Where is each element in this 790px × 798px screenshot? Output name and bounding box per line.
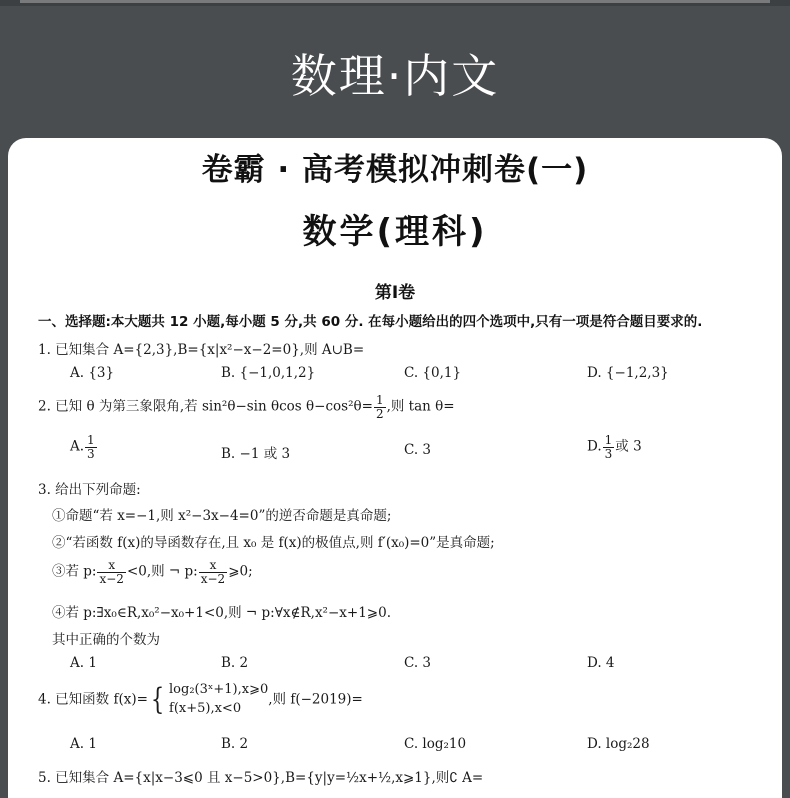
q4-case-1: log₂(3ˣ+1),x⩾0 (169, 682, 269, 697)
volume-heading: 第Ⅰ卷 (374, 283, 416, 303)
q3-p3-part-c: ⩾0; (228, 563, 253, 580)
q1-option-c: C. {0,1} (404, 365, 462, 381)
q2-stem-part-a: 2. 已知 θ 为第三象限角,若 sin²θ−sin θcos θ−cos²θ= (38, 398, 373, 415)
q2-option-c: C. 3 (404, 442, 432, 458)
exam-title: 卷霸 · 高考模拟冲刺卷(一) (201, 152, 589, 188)
q1-option-d: D. {−1,2,3} (587, 365, 669, 381)
q2-a-den: 3 (87, 446, 95, 461)
q4-option-a: A. 1 (70, 736, 97, 752)
q2-option-b: B. −1 或 3 (221, 446, 291, 462)
q3-proposition-2: ②“若函数 f(x)的导函数存在,且 x₀ 是 f(x)的极值点,则 f′(x₀)=0”是真命题; (52, 535, 495, 551)
page-header-title: 数理·内文 (290, 49, 500, 103)
q4-option-d: D. log₂28 (587, 736, 650, 752)
q2-d-suffix: 或 3 (615, 438, 642, 455)
q2-d-label: D. (587, 438, 602, 455)
q3-option-b: B. 2 (221, 655, 249, 671)
q3-option-a: A. 1 (70, 655, 97, 671)
top-strip (0, 0, 790, 6)
q2-d-den: 3 (604, 446, 613, 461)
exam-page-card (8, 138, 782, 798)
question-1-stem: 1. 已知集合 A={2,3},B={x|x²−x−2=0},则 A∪B= (38, 342, 365, 358)
q2-d-num: 1 (604, 433, 613, 447)
q2-d-fraction (603, 434, 615, 460)
q1-option-a: A. {3} (70, 365, 115, 381)
question-5-stem-partial: 5. 已知集合 A={x|x−3⩽0 且 x−5>0},B={y|y=½x+½,x⩾1},则∁ A= (38, 770, 484, 786)
q4-option-c: C. log₂10 (404, 736, 467, 752)
q3-proposition-4: ④若 p:∃x₀∈R,x₀²−x₀+1<0,则 ¬ p:∀x∉R,x²−x+1⩾0. (52, 605, 391, 621)
exam-subject: 数学(理科) (302, 212, 488, 252)
q3-p3-num2: x (199, 559, 227, 573)
q3-p3-fraction-1 (97, 559, 125, 585)
top-rule (20, 0, 770, 3)
q4-stem-part-b: ,则 f(−2019)= (268, 691, 363, 708)
q2-frac-den: 2 (375, 406, 384, 421)
q1-option-b: B. {−1,0,1,2} (221, 365, 316, 381)
q2-option-d (587, 434, 642, 460)
q4-stem-part-a: 4. 已知函数 f(x)= (38, 691, 148, 708)
q3-option-d: D. 4 (587, 655, 615, 671)
q2-option-a (70, 434, 98, 460)
q3-p3-num1: x (97, 559, 125, 573)
q3-proposition-3 (52, 559, 253, 585)
question-3-stem: 3. 给出下列命题: (38, 482, 141, 498)
q3-proposition-1: ①命题“若 x=−1,则 x²−3x−4=0”的逆否命题是真命题; (52, 508, 392, 524)
q3-p3-den2: x−2 (200, 571, 226, 586)
q3-option-c: C. 3 (404, 655, 432, 671)
q4-case-2: f(x+5),x<0 (169, 700, 242, 716)
q2-frac-num: 1 (375, 393, 384, 407)
q3-p3-fraction-2 (199, 559, 227, 585)
q3-question: 其中正确的个数为 (52, 632, 160, 648)
question-4-stem (38, 681, 363, 719)
q2-a-num: 1 (87, 433, 95, 447)
q3-p3-part-b: <0,则 ¬ p: (126, 563, 198, 580)
q3-p3-den1: x−2 (99, 571, 124, 586)
question-2-stem (38, 394, 455, 420)
q2-fraction (374, 394, 386, 420)
q2-a-label: A. (70, 438, 85, 455)
q4-piecewise (169, 681, 268, 719)
q3-p3-part-a: ③若 p: (52, 563, 97, 580)
q2-stem-part-b: ,则 tan θ= (386, 398, 455, 415)
q4-option-b: B. 2 (221, 736, 249, 752)
q2-a-fraction (85, 434, 97, 460)
section-instructions: 一、选择题:本大题共 12 小题,每小题 5 分,共 60 分. 在每小题给出的四个选项中,只有一项是符合题目要求的. (38, 314, 703, 330)
q4-brace: { (150, 681, 165, 717)
